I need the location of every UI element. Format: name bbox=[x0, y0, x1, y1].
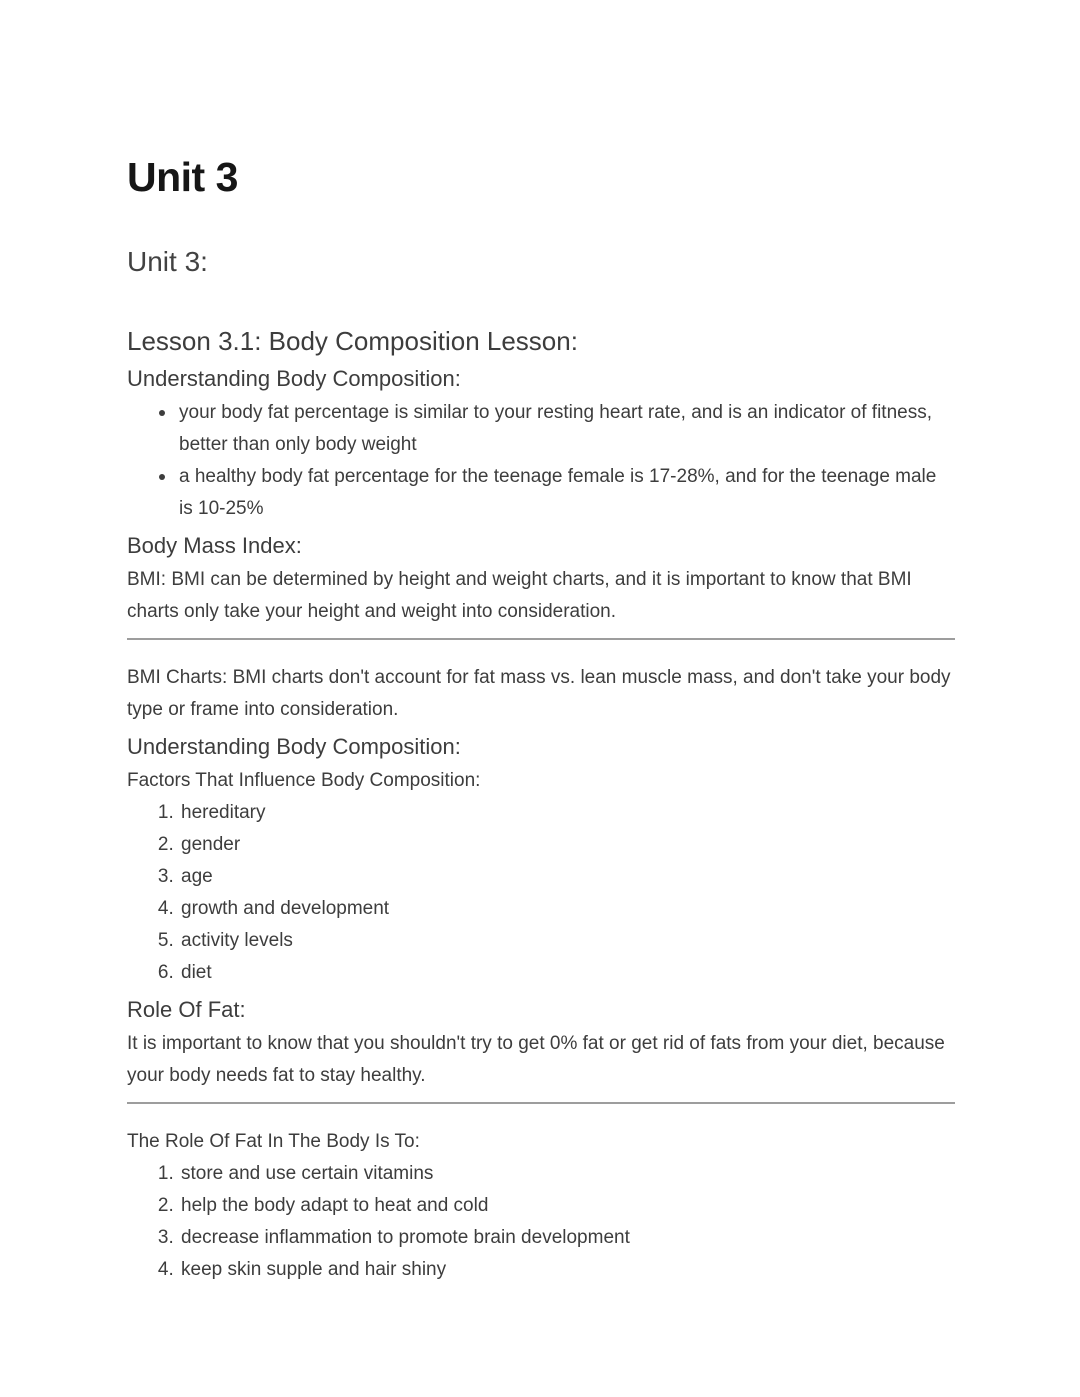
list-item: 6. diet bbox=[179, 957, 955, 989]
list-item: 1. store and use certain vitamins bbox=[179, 1158, 955, 1190]
list-item: 2. help the body adapt to heat and cold bbox=[179, 1190, 955, 1222]
divider bbox=[127, 1102, 955, 1104]
paragraph: Factors That Influence Body Composition: bbox=[127, 770, 481, 791]
sub-heading: Understanding Body Composition: bbox=[127, 734, 461, 759]
divider bbox=[127, 638, 955, 640]
list-item: your body fat percentage is similar to your resting heart rate, and is an indicator of fitness, better than only body weight bbox=[179, 397, 955, 461]
bullet-list bbox=[127, 397, 955, 525]
list-item: 1. hereditary bbox=[179, 797, 955, 829]
paragraph: It is important to know that you shouldn't try to get 0% fat or get rid of fats from your diet, because your body needs fat to stay healthy. bbox=[127, 1033, 945, 1086]
document-body bbox=[127, 152, 955, 1286]
list-item: 3. age bbox=[179, 861, 955, 893]
sub-heading: Role Of Fat: bbox=[127, 997, 246, 1022]
numbered-list bbox=[127, 797, 955, 989]
list-item: a healthy body fat percentage for the teenage female is 17-28%, and for the teenage male is 10-25% bbox=[179, 461, 955, 525]
list-item: 2. gender bbox=[179, 829, 955, 861]
numbered-list bbox=[127, 1158, 955, 1286]
unit-heading: Unit 3: bbox=[127, 246, 208, 277]
paragraph: The Role Of Fat In The Body Is To: bbox=[127, 1131, 420, 1152]
list-item: 5. activity levels bbox=[179, 925, 955, 957]
sub-heading: Understanding Body Composition: bbox=[127, 366, 461, 391]
lesson-heading: Lesson 3.1: Body Composition Lesson: bbox=[127, 326, 578, 356]
paragraph: BMI: BMI can be determined by height and weight charts, and it is important to know that BMI charts only take your height and weight into consideration. bbox=[127, 569, 912, 622]
list-item: 3. decrease inflammation to promote brain development bbox=[179, 1222, 955, 1254]
list-item: 4. growth and development bbox=[179, 893, 955, 925]
page-title: Unit 3 bbox=[127, 154, 238, 200]
paragraph: BMI Charts: BMI charts don't account for fat mass vs. lean muscle mass, and don't take your body type or frame into consideration. bbox=[127, 667, 951, 720]
sub-heading: Body Mass Index: bbox=[127, 533, 302, 558]
list-item: 4. keep skin supple and hair shiny bbox=[179, 1254, 955, 1286]
